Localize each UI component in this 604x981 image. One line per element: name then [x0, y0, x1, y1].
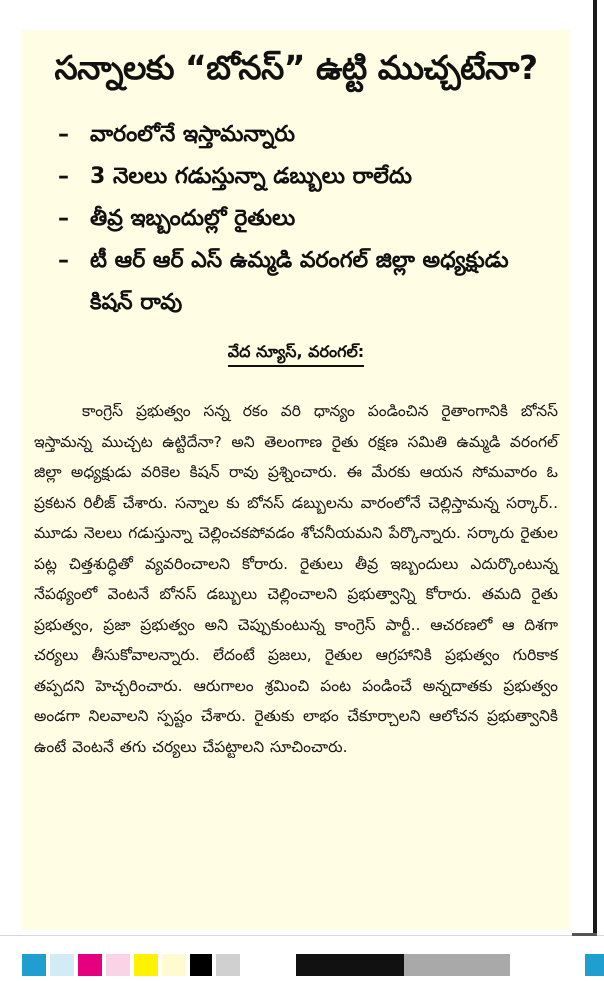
subhead-dash: – — [58, 248, 69, 273]
subhead-text: టీ ఆర్ ఆర్ ఎస్ ఉమ్మడి వరంగల్ జిల్లా అధ్యక్షుడు కిషన్ రావు — [90, 248, 509, 315]
subhead-dash: – — [58, 164, 69, 189]
subhead-dash: – — [58, 122, 69, 147]
subhead-item — [58, 198, 558, 240]
column-rule — [593, 0, 597, 935]
subhead-text: 3 నెలలు గడుస్తున్నా డబ్బులు రాలేదు — [90, 164, 413, 189]
subhead-item — [58, 156, 558, 198]
color-swatch-yellow — [134, 954, 158, 976]
bottom-rule-accent — [572, 933, 597, 936]
color-swatch-magenta — [78, 954, 102, 976]
color-swatch-light-magenta — [106, 954, 130, 976]
dateline-text: వేద న్యూస్, వరంగల్: — [228, 340, 364, 367]
color-swatch-light-gray — [216, 954, 240, 976]
color-swatch-light-yellow — [162, 954, 186, 976]
article-panel — [22, 30, 570, 930]
subhead-item — [58, 240, 558, 324]
color-swatch-cyan — [22, 954, 46, 976]
subhead-item — [58, 114, 558, 156]
article-headline: సన్నాలకు “బోనస్” ఉట్టి ముచ్చటేనా? — [54, 48, 538, 87]
color-swatch-cyan-edge — [585, 954, 604, 976]
subhead-dash: – — [58, 206, 69, 231]
subhead-text: తీవ్ర ఇబ్బందుల్లో రైతులు — [90, 206, 296, 231]
subhead-text: వారంలోనే ఇస్తామన్నారు — [90, 122, 295, 147]
color-swatch-black — [190, 954, 212, 976]
color-swatch-gray-wide — [404, 954, 510, 976]
article-subheads — [58, 114, 558, 324]
article-body: కాంగ్రెస్ ప్రభుత్వం సన్న రకం వరి ధాన్యం పండించిన రైతాంగానికి బోనస్ ఇస్తామన్న ముచ్చట ఉట్టిదేనా? అని తెలంగాణ రైతు రక్షణ సమితి ఉమ్మడి వరంగల్ జిల్లా అధ్యక్షుడు వరికెల కిషన్ రావు ప్రశ్నించారు. ఈ మేరకు ఆయన సోమవారం ఓ ప్రకటన రిలీజ్ చేశారు. సన్నాల కు బోనస్ డబ్బులను వారంలోనే చెల్లిస్తామన్న సర్కార్.. మూడు నెలలు గడుస్తున్నా చెల్లించకపోవడం శోచనీయమని పేర్కొన్నారు. సర్కారు రైతుల పట్ల చిత్తశుద్ధితో వ్యవరించాలని కోరారు. రైతులు తీవ్ర ఇబ్బందులు ఎదుర్కొంటున్న నేపథ్యంలో వెంటనే బోనస్ డబ్బులు చెల్లించాలని ప్రభుత్వాన్ని కోరారు. తమది రైతు ప్రభుత్వం, ప్రజా ప్రభుత్వం అని చెప్పుకుంటున్న కాంగ్రెస్ పార్టీ.. ఆచరణలో ఆ దిశగా చర్యలు తీసుకోవాలన్నారు. లేదంటే ప్రజలు, రైతుల ఆగ్రహానికి ప్రభుత్వం గురికాక తప్పదని హెచ్చరించారు. ఆరుగాలం శ్రమించి పంట పండించే అన్నదాతకు ప్రభుత్వం అండగా నిలవాలని స్పష్టం చేశారు. రైతుకు లాభం చేకూర్చాలని ఆలోచన ప్రభుత్వానికి ఉంటే వెంటనే తగు చర్యలు చేపట్టాలని సూచించారు. — [34, 402, 558, 756]
bottom-rule — [0, 935, 604, 936]
dateline — [22, 340, 570, 367]
color-swatch-black-wide — [296, 954, 404, 976]
color-swatch-light-cyan — [50, 954, 74, 976]
